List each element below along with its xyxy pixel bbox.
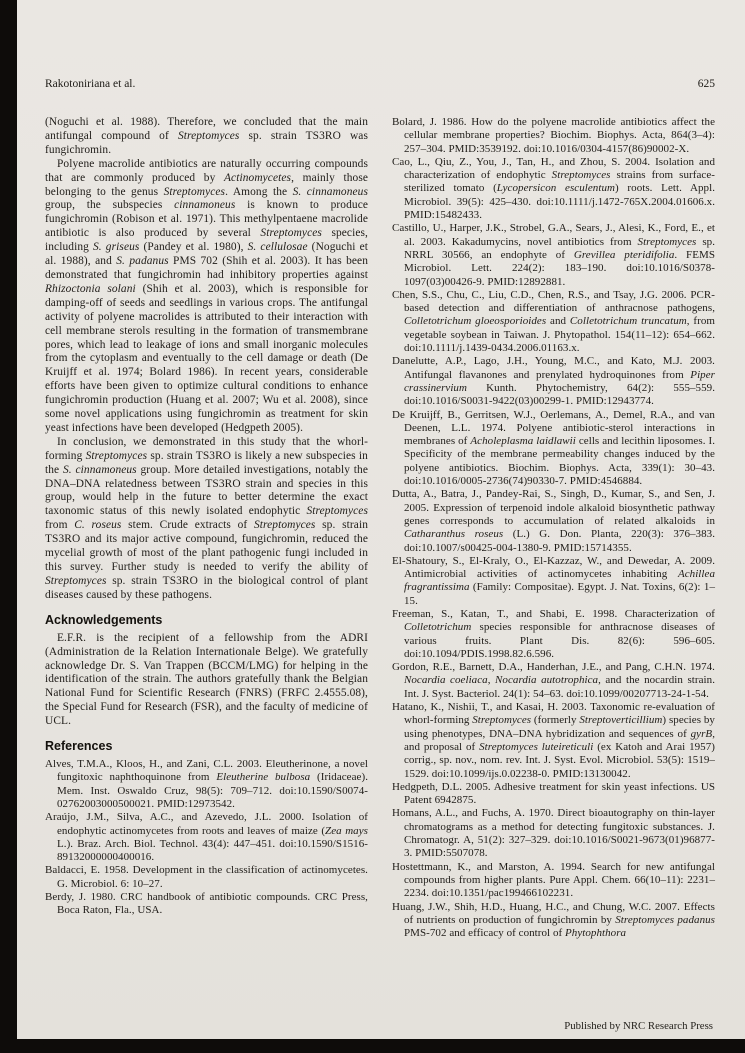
- two-column-layout: [45, 116, 715, 940]
- reference-entry: Berdy, J. 1980. CRC handbook of antibiotic compounds. CRC Press, Boca Raton, Fla., USA.: [45, 891, 368, 917]
- journal-page: [17, 0, 745, 1039]
- reference-entry: Baldacci, E. 1958. Development in the classification of actinomycetes. G. Microbiol. 6: 10–27.: [45, 864, 368, 890]
- reference-entry: Alves, T.M.A., Kloos, H., and Zani, C.L. 2003. Eleutherinone, a novel fungitoxic naphthoquinone from Eleutherine bulbosa (Iridaceae). Mem. Inst. Oswaldo Cruz, 98(5): 709–712. doi:10.1590/S0074-02762003000500021. PMID:12973542.: [45, 758, 368, 810]
- acknowledgements-heading: Acknowledgements: [45, 612, 163, 627]
- reference-entry: Homans, A.L., and Fuchs, A. 1970. Direct bioautography on thin-layer chromatograms as a method for detecting fungitoxic substances. J. Chromatogr. A, 51(2): 327–329. doi:10.1016/S0021-9673(01)96877-3. PMID:5507078.: [392, 807, 715, 860]
- reference-entry: De Kruijff, B., Gerritsen, W.J., Oerlemans, A., Demel, R.A., and van Deenen, L.L. 1974. Polyene antibiotic-sterol interactions in membranes of Acholeplasma laidlawii cells and lecithin liposomes. I. Specificity of the membrane permeability changes induced by the polyene antibiotics. Biochim. Biophys. Acta, 339(1): 30–43. doi:10.1016/0005-2736(74)90330-7. PMID:4546884.: [392, 408, 715, 488]
- scan-edge-bottom: [0, 1039, 745, 1053]
- reference-entry: Hatano, K., Nishii, T., and Kasai, H. 2003. Taxonomic re-evaluation of whorl-forming Streptomyces (formerly Streptoverticillium) species by using phenotypes, DNA–DNA hybridization and sequences of gyrB, and proposal of Streptomyces luteireticuli (ex Katoh and Arai 1957) corrig., sp. nov., nom. rev. Int. J. Syst. Evol. Microbiol. 53(5): 1519–1529. doi:10.1099/ijs.0.02238-0. PMID:13130042.: [392, 701, 715, 780]
- reference-entry: Freeman, S., Katan, T., and Shabi, E. 1998. Characterization of Colletotrichum species responsible for anthracnose diseases of various fruits. Plant Dis. 82(6): 596–605. doi:10.1094/PDIS.1998.82.6.596.: [392, 607, 715, 660]
- publisher-note: Published by NRC Research Press: [564, 1020, 713, 1032]
- reference-entry: Chen, S.S., Chu, C., Liu, C.D., Chen, R.S., and Tsay, J.G. 2006. PCR-based detection and differentiation of anthracnose pathogens, Colletotrichum gloeosporioides and Colletotrichum truncatum, from vegetable soybean in Taiwan. J. Phytopathol. 154(11–12): 654–662. doi:10.1111/j.1439-0434.2006.01163.x.: [392, 288, 715, 355]
- reference-entry: Danelutte, A.P., Lago, J.H., Young, M.C., and Kato, M.J. 2003. Antifungal flavanones and prenylated hydroquinones from Piper crassinervium Kunth. Phytochemistry, 64(2): 555–559. doi:10.1016/S0031-9422(03)00299-1. PMID:12943774.: [392, 355, 715, 408]
- running-head: Rakotoniriana et al.: [45, 78, 136, 90]
- body-paragraph-polyene: Polyene macrolide antibiotics are naturally occurring compounds that are commonly produced by Actinomycetes, mainly those belonging to the genus Streptomyces. Among the S. cinnamoneus group, the subspecies cinnamoneus is known to produce fungichromin (Robison et al. 1971). This methylpentaene macrolide antibiotic is also produced by several Streptomyces species, including S. griseus (Pandey et al. 1980), S. cellulosae (Noguchi et al. 1988), and S. padanus PMS 702 (Shih et al. 2003). It has been demonstrated that fungichromin had inhibitory properties against Rhizoctonia solani (Shih et al. 2003), which is responsible for damping-off of seeds and seedlings in various crops. The antifungal activity of polyene macrolides is attributed to their interaction with cell membrane sterols resulting in the formation of transmembrane pores, which lead to leakage of ions and small inorganic molecules from the cytoplasm and eventually to the cell damage or death (De Kruijff et al. 1974; Bolard 1986). In recent years, considerable efforts have been given to optimize cultural conditions to enhance fungichromin production (Huang et al. 2007; Wu et al. 2008), since some novel applications using fungichromin as treatment for skin yeast infections have been developed (Hedgpeth 2005).: [45, 157, 369, 434]
- right-column: [392, 116, 715, 940]
- reference-entry: Hostettmann, K., and Marston, A. 1994. Search for new antifungal compounds from higher plants. Pure Appl. Chem. 66(10–11): 2231–2234. doi:10.1351/pac199466102231.: [392, 860, 715, 900]
- page-header: [45, 78, 715, 90]
- reference-entry: Bolard, J. 1986. How do the polyene macrolide antibiotics affect the cellular membrane properties? Biochim. Biophys. Acta, 864(3–4): 257–304. PMID:3539192. doi:10.1016/0304-4157(86)90002-X.: [392, 116, 715, 155]
- reference-entry: Cao, L., Qiu, Z., You, J., Tan, H., and Zhou, S. 2004. Isolation and characterization of endophytic Streptomyces strains from surface-sterilized tomato (Lycopersicon esculentum) roots. Lett. Appl. Microbiol. 39(5): 425–430. doi:10.1111/j.1472-765X.2004.01606.x. PMID:15482433.: [392, 155, 715, 222]
- body-paragraph-conclusion: In conclusion, we demonstrated in this study that the whorl-forming Streptomyces sp. strain TS3RO is likely a new subspecies in the S. cinnamoneus group. More detailed investigations, notably the DNA–DNA relatedness between TS3RO strain and species in this group, would help in the future to better determine the exact taxonomic status of this newly isolated endophytic Streptomyces from C. roseus stem. Crude extracts of Streptomyces sp. strain TS3RO and its major active compound, fungichromin, reduced the mycelial growth of most of the plant pathogenic fungi included in this survey. Further study is needed to verify the ability of Streptomyces sp. strain TS3RO in the biological control of plant diseases caused by these pathogens.: [45, 435, 369, 601]
- scan-edge-left: [0, 0, 17, 1053]
- acknowledgements-text: E.F.R. is the recipient of a fellowship from the ADRI (Administration de la Relation Internationale Belge). We gratefully acknowledge Dr. S. Van Trappen (BCCM/LMG) for helping in the identification of the strain. The authors gratefully thank the Belgian National Fund for Scientific Research (FNRS) (FRFC 2.4555.08), the Special Fund for Research (FSR), and the faculty of medicine of UCL.: [45, 631, 368, 728]
- body-paragraph-continuation: (Noguchi et al. 1988). Therefore, we concluded that the main antifungal compound of Streptomyces sp. strain TS3RO was fungichromin.: [45, 116, 368, 156]
- references-heading: References: [45, 739, 113, 754]
- reference-entry: Dutta, A., Batra, J., Pandey-Rai, S., Singh, D., Kumar, S., and Sen, J. 2005. Expression of terpenoid indole alkaloid biosynthetic pathway genes corresponds to accumulation of related alkaloids in Catharanthus roseus (L.) G. Don. Planta, 220(3): 376–383. doi:10.1007/s00425-004-1380-9. PMID:15714355.: [392, 488, 715, 554]
- reference-entry: Gordon, R.E., Barnett, D.A., Handerhan, J.E., and Pang, C.H.N. 1974. Nocardia coeliaca, Nocardia autotrophica, and the nocardin strain. Int. J. Syst. Bacteriol. 24(1): 54–63. doi:10.1099/00207713-24-1-54.: [392, 661, 715, 700]
- reference-entry: Hedgpeth, D.L. 2005. Adhesive treatment for skin yeast infections. US Patent 6942875.: [392, 780, 715, 807]
- reference-entry: Araújo, J.M., Silva, A.C., and Azevedo, J.L. 2000. Isolation of endophytic actinomycetes from roots and leaves of maize (Zea mays L.). Braz. Arch. Biol. Technol. 43(4): 447–451. doi:10.1590/S1516-89132000000400016.: [45, 811, 368, 864]
- reference-entry: El-Shatoury, S., El-Kraly, O., El-Kazzaz, W., and Dewedar, A. 2009. Antimicrobial activities of actinomycetes inhabiting Achillea fragrantissima (Family: Compositae). Egypt. J. Nat. Toxins, 6(2): 1–15.: [392, 554, 715, 607]
- page-number: 625: [697, 78, 715, 90]
- reference-entry: Huang, J.W., Shih, H.D., Huang, H.C., and Chung, W.C. 2007. Effects of nutrients on production of fungichromin by Streptomyces padanus PMS-702 and efficacy of control of Phytophthora: [392, 900, 715, 940]
- left-column: [45, 116, 368, 940]
- reference-entry: Castillo, U., Harper, J.K., Strobel, G.A., Sears, J., Alesi, K., Ford, E., et al. 2003. Kakadumycins, novel antibiotics from Streptomyces sp. NRRL 30566, an endophyte of Grevillea pteridifolia. FEMS Microbiol. Lett. 224(2): 183–190. doi:10.1016/S0378-1097(03)00426-9. PMID:12892881.: [392, 222, 715, 288]
